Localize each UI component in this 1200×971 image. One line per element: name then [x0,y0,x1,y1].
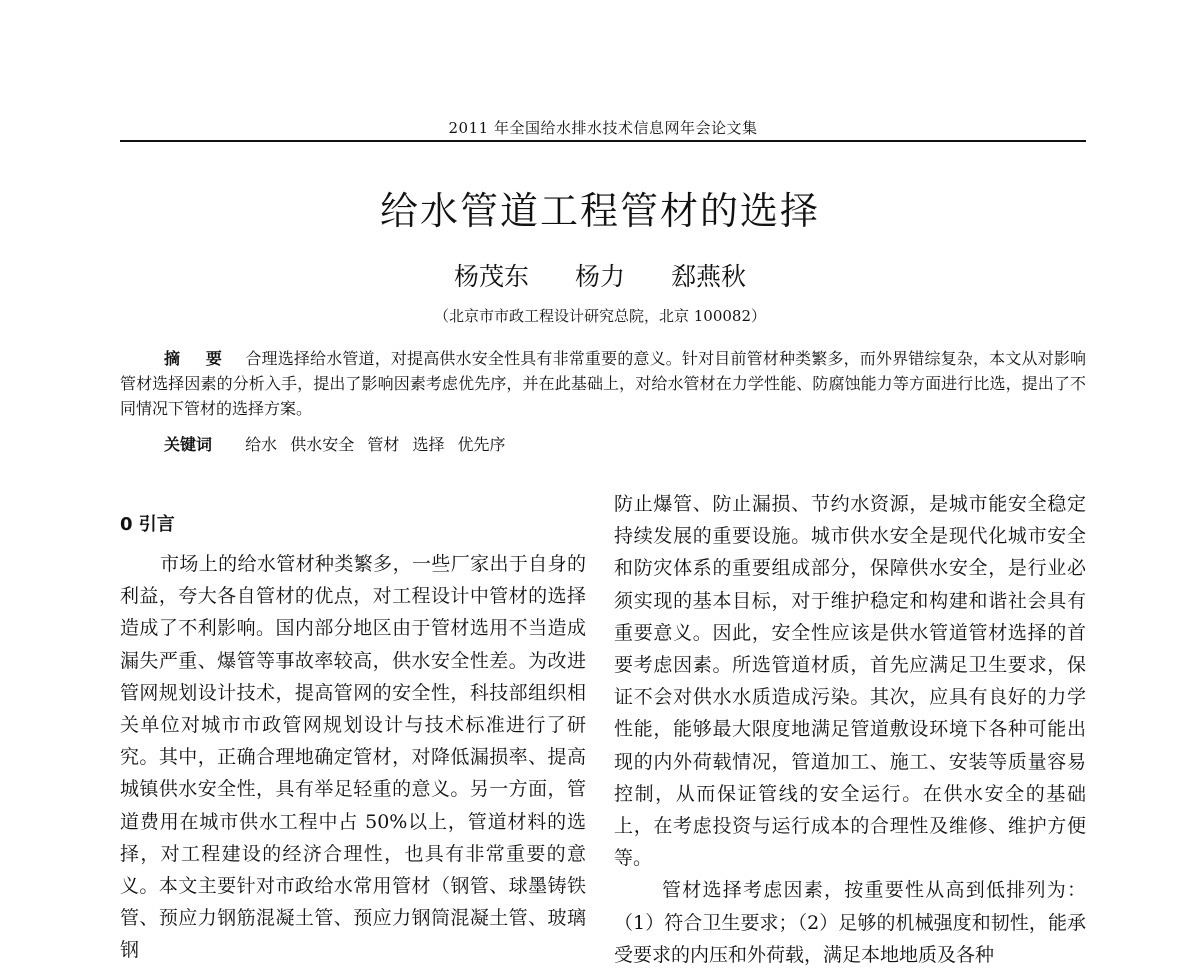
keywords-label: 关键词 [164,435,213,454]
keyword: 供水安全 [290,435,355,454]
header-rule [120,140,1086,142]
author-name: 杨力 [574,262,625,291]
affiliation: （北京市市政工程设计研究总院，北京 100082） [433,307,767,325]
body-paragraph: 管材选择考虑因素，按重要性从高到低排列为：（1）符合卫生要求；（2）足够的机械强度和韧性，能承受要求的内压和外荷载，满足本地地质及各种 [614,879,1086,966]
keyword: 优先序 [457,435,506,454]
keywords [164,432,514,457]
keyword: 管材 [367,435,400,454]
paper-title: 给水管道工程管材的选择 [379,189,820,233]
abstract [120,346,1086,421]
section-heading: 0 引言 [120,514,175,535]
running-header: 2011 年全国给水排水技术信息网年会论文集 [448,119,758,137]
author-name: 杨茂东 [453,262,529,291]
author-list [0,257,1200,293]
body-paragraph: 防止爆管、防止漏损、节约水资源，是城市能安全稳定持续发展的重要设施。城市供水安全是现代化城市安全和防灾体系的重要组成部分，保障供水安全，是行业必须实现的基本目标，对于维护稳定和构建和谐社会具有重要意义。因此，安全性应该是供水管道管材选择的首要考虑因素。所选管道材质，首先应满足卫生要求，保证不会对供水水质造成污染。其次，应具有良好的力学性能，能够最大限度地满足管道敷设环境下各种可能出现的内外荷载情况，管道加工、施工、安装等质量容易控制，从而保证管线的安全运行。在供水安全的基础上，在考虑投资与运行成本的合理性及维修、维护方便等。 [614,493,1086,870]
abstract-label: 摘 要 [164,349,233,368]
right-column [614,488,1086,971]
body-paragraph: 市场上的给水管材种类繁多，一些厂家出于自身的利益，夸大各自管材的优点，对工程设计中管材的选择造成了不利影响。国内部分地区由于管材选用不当造成漏失严重、爆管等事故率较高，供水安全性差。为改进管网规划设计技术，提高管网的安全性，科技部组织相关单位对城市市政管网规划设计与技术标准进行了研究。其中，正确合理地确定管材，对降低漏损率、提高城镇供水安全性，具有举足轻重的意义。另一方面，管道费用在城市供水工程中占 50%以上，管道材料的选择，对工程建设的经济合理性，也具有非常重要的意义。本文主要针对市政给水常用管材（钢管、球墨铸铁管、预应力钢筋混凝土管、预应力钢筒混凝土管、玻璃钢 [120,553,586,962]
keyword: 给水 [245,435,278,454]
abstract-text: 合理选择给水管道，对提高供水安全性具有非常重要的意义。针对目前管材种类繁多，而外界错综复杂，本文从对影响管材选择因素的分析入手，提出了影响因素考虑优先序，并在此基础上，对给水管材在力学性能、防腐蚀能力等方面进行比选，提出了不同情况下管材的选择方案。 [120,349,1086,418]
keyword-list [245,435,513,454]
keyword: 选择 [412,435,445,454]
left-column [120,548,586,967]
author-name: 郄燕秋 [671,262,747,291]
